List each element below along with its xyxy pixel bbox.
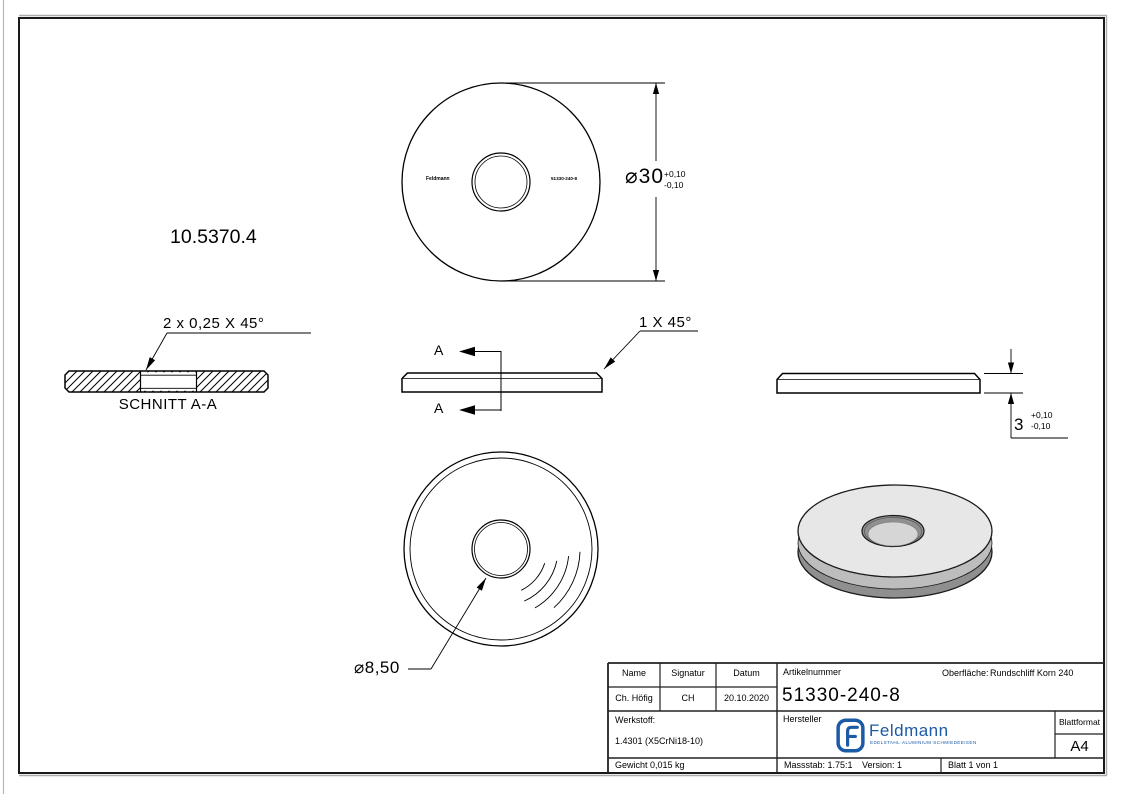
dim-arrow-down-icon	[1008, 363, 1014, 374]
tb-blattformat-value: A4	[1070, 738, 1089, 755]
hole-view-linework	[404, 452, 598, 669]
logo-subtitle: EDELSTAHL·ALUMINIUM·SCHMIEDEEISEN	[870, 740, 977, 745]
iso-view-washer	[798, 485, 992, 598]
tb-header-signatur: Signatur	[671, 668, 705, 678]
leader-arrow-icon	[143, 357, 155, 371]
section-arrow-icon	[459, 347, 475, 357]
thickness-tolerance-minus: -0,10	[1031, 420, 1051, 431]
hole-dimension: ⌀8,50	[354, 658, 400, 677]
tb-value-signatur: CH	[681, 693, 695, 703]
manufacturer-logo	[836, 718, 1036, 754]
dim-arrow-up-icon	[653, 83, 659, 94]
logo-wordmark: Feldmann	[869, 721, 949, 740]
section-view-linework	[65, 333, 311, 392]
engraving-left: Feldmann	[426, 176, 450, 182]
tb-werkstoff-label: Werkstoff:	[615, 715, 656, 725]
section-chamfer-note: 2 x 0,25 X 45°	[163, 315, 265, 332]
thickness-view-linework	[777, 349, 1068, 438]
dim-arrow-down-icon	[653, 270, 659, 281]
tb-header-datum: Datum	[733, 668, 760, 678]
cut-label-bottom: A	[434, 400, 444, 416]
tb-artikelnummer-label: Artikelnummer	[783, 667, 842, 677]
leader-arrow-icon	[477, 576, 489, 590]
diameter-tolerance-plus: +0,10	[664, 169, 686, 179]
section-arrow-icon	[459, 405, 475, 415]
tb-gewicht: Gewicht 0,015 kg	[615, 760, 685, 770]
tb-artikelnummer-value: 51330-240-8	[782, 685, 901, 706]
part-code: 10.5370.4	[170, 226, 257, 248]
cut-label-top: A	[434, 342, 444, 358]
engraving-right: 51330-240-8	[551, 176, 578, 181]
tb-version: Version: 1	[862, 760, 903, 770]
tb-oberflaeche-label: Oberfläche:	[942, 668, 989, 678]
diameter-dimension: ⌀30	[625, 165, 665, 188]
diameter-tolerance-minus: -0,10	[664, 179, 684, 190]
tb-blattformat-label: Blattformat	[1058, 717, 1101, 727]
thickness-tolerance-plus: +0,10	[1031, 410, 1053, 420]
feldmann-logo-icon	[836, 718, 865, 753]
dim-arrow-up-icon	[1008, 393, 1014, 404]
tb-value-datum: 20.10.2020	[723, 693, 770, 703]
tb-hersteller-label: Hersteller	[783, 714, 822, 724]
tb-werkstoff-value: 1.4301 (X5CrNi18-10)	[615, 736, 704, 746]
tb-value-name: Ch. Höfig	[615, 693, 653, 703]
tb-oberflaeche-value: Rundschliff Korn 240	[990, 668, 1074, 678]
side-view-linework	[402, 331, 698, 415]
thickness-dimension: 3	[1014, 415, 1024, 434]
section-label: SCHNITT A-A	[118, 396, 218, 413]
tb-massstab: Massstab: 1.75:1	[784, 760, 853, 770]
edge-chamfer-note: 1 X 45°	[639, 314, 692, 331]
tb-blatt: Blatt 1 von 1	[948, 760, 999, 770]
tb-header-name: Name	[621, 668, 646, 678]
